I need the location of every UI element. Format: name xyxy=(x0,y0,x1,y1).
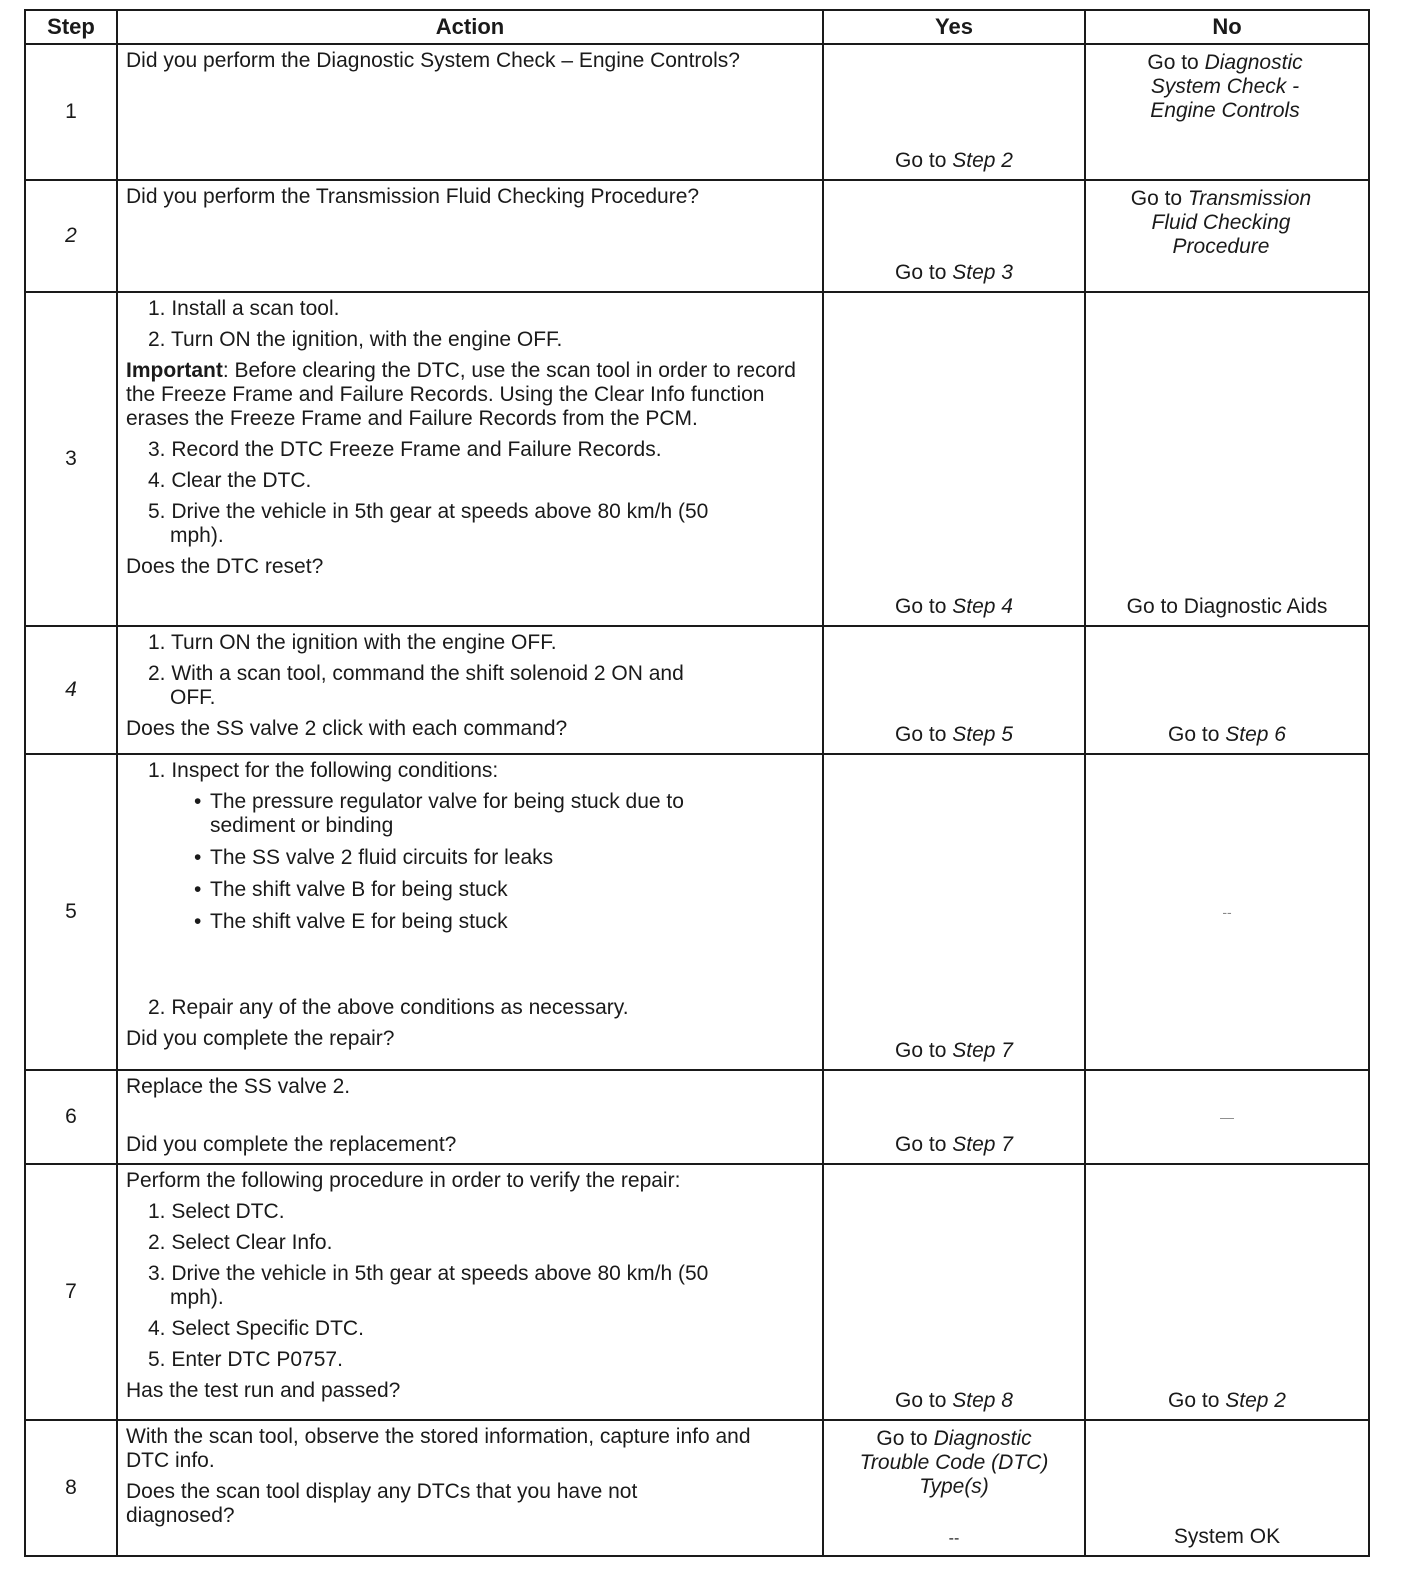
bullet-item: • The pressure regulator valve for being stuck due to sediment or binding xyxy=(188,790,812,838)
yes-cell xyxy=(823,1420,1085,1556)
list-item: 5. Enter DTC P0757. xyxy=(148,1348,343,1371)
no-cell xyxy=(1085,44,1369,180)
yes-cell xyxy=(823,180,1085,292)
bullet-item: • The shift valve E for being stuck xyxy=(188,910,812,934)
no-link[interactable]: Diagnostic System Check - Engine Controls xyxy=(1150,51,1303,122)
yes-link[interactable]: Step 3 xyxy=(952,261,1013,284)
yes-cell xyxy=(823,292,1085,626)
list-item: 4. Clear the DTC. xyxy=(148,469,312,492)
table-row xyxy=(25,754,1369,1070)
no-prefix: Go to xyxy=(1168,723,1226,746)
question: Has the test run and passed? xyxy=(126,1379,401,1402)
table-row xyxy=(25,1420,1369,1556)
step-number: 5 xyxy=(25,754,117,1070)
yes-prefix: Go to xyxy=(895,595,953,618)
yes-prefix: Go to xyxy=(895,1039,953,1062)
table-row xyxy=(25,180,1369,292)
yes-prefix: Go to xyxy=(895,1389,953,1412)
no-link[interactable]: Step 2 xyxy=(1225,1389,1286,1412)
action-line: With the scan tool, observe the stored information, capture info and DTC info. xyxy=(126,1425,751,1472)
yes-link[interactable]: Diagnostic Trouble Code (DTC) Type(s) xyxy=(859,1427,1049,1498)
important-note xyxy=(126,359,812,431)
action-cell xyxy=(117,292,823,626)
header-action: Action xyxy=(117,10,823,44)
step-number: 8 xyxy=(25,1420,117,1556)
yes-prefix: Go to xyxy=(895,261,953,284)
question: Did you complete the repair? xyxy=(126,1027,395,1050)
yes-link[interactable]: Step 4 xyxy=(952,595,1013,618)
yes-prefix: Go to xyxy=(876,1427,934,1450)
list-item: 1. Install a scan tool. xyxy=(148,297,340,320)
list-item: 2. Repair any of the above conditions as necessary. xyxy=(148,996,629,1019)
action-line: Replace the SS valve 2. xyxy=(126,1075,351,1098)
yes-link[interactable]: Step 2 xyxy=(952,149,1013,172)
no-dash: -- xyxy=(1222,903,1232,920)
no-cell xyxy=(1085,626,1369,754)
step-number: 7 xyxy=(25,1164,117,1420)
yes-link[interactable]: Step 7 xyxy=(952,1039,1013,1062)
step-number: 6 xyxy=(25,1070,117,1164)
question: Did you perform the Transmission Fluid Checking Procedure? xyxy=(126,185,700,208)
action-cell xyxy=(117,44,823,180)
action-cell xyxy=(117,626,823,754)
list-item: 2. Select Clear Info. xyxy=(148,1231,333,1254)
question: Does the DTC reset? xyxy=(126,555,324,578)
header-no: No xyxy=(1085,10,1369,44)
action-cell xyxy=(117,1164,823,1420)
no-link[interactable]: Step 6 xyxy=(1225,723,1286,746)
table-row xyxy=(25,44,1369,180)
action-intro: Perform the following procedure in order to verify the repair: xyxy=(126,1169,681,1192)
action-cell xyxy=(117,754,823,1070)
list-item: 1. Select DTC. xyxy=(148,1200,285,1223)
no-cell xyxy=(1085,1070,1369,1164)
header-step: Step xyxy=(25,10,117,44)
list-item: 3. Drive the vehicle in 5th gear at speeds above 80 km/h (50 mph). xyxy=(148,1262,709,1309)
table-row xyxy=(25,292,1369,626)
list-item: 3. Record the DTC Freeze Frame and Failure Records. xyxy=(148,438,662,461)
question: Did you complete the replacement? xyxy=(126,1133,457,1156)
question: Did you perform the Diagnostic System Check – Engine Controls? xyxy=(126,49,740,72)
no-dash: — xyxy=(1220,1108,1234,1125)
yes-prefix: Go to xyxy=(895,1133,953,1156)
bullet-item: • The shift valve B for being stuck xyxy=(188,878,812,902)
yes-link[interactable]: Step 7 xyxy=(952,1133,1013,1156)
important-label: Important xyxy=(126,359,223,382)
yes-cell xyxy=(823,1070,1085,1164)
no-cell: System OK xyxy=(1085,1420,1369,1556)
list-item: 5. Drive the vehicle in 5th gear at speeds above 80 km/h (50 mph). xyxy=(148,500,709,547)
diagnostic-table xyxy=(24,9,1370,1557)
step-number: 3 xyxy=(25,292,117,626)
list-item: 1. Turn ON the ignition with the engine OFF. xyxy=(148,631,557,654)
yes-prefix: Go to xyxy=(895,149,953,172)
table-row xyxy=(25,1164,1369,1420)
list-item: 2. Turn ON the ignition, with the engine OFF. xyxy=(148,328,563,351)
no-cell xyxy=(1085,754,1369,1070)
header-row xyxy=(25,10,1369,44)
list-item: 4. Select Specific DTC. xyxy=(148,1317,364,1340)
yes-cell xyxy=(823,44,1085,180)
yes-cell xyxy=(823,754,1085,1070)
yes-dash: -- xyxy=(948,1530,960,1547)
yes-cell xyxy=(823,626,1085,754)
step-number: 2 xyxy=(25,180,117,292)
list-item: 1. Inspect for the following conditions: xyxy=(148,759,499,782)
no-cell xyxy=(1085,180,1369,292)
no-link[interactable]: Transmission Fluid Checking Procedure xyxy=(1151,187,1312,258)
yes-link[interactable]: Step 8 xyxy=(952,1389,1013,1412)
important-text: : Before clearing the DTC, use the scan tool in order to record the Freeze Frame and Failure Records. Using the Clear Info function erases the Freeze Frame and Failure Records from the PCM. xyxy=(126,359,796,430)
action-cell xyxy=(117,1070,823,1164)
question: Does the SS valve 2 click with each command? xyxy=(126,717,568,740)
list-item: 2. With a scan tool, command the shift solenoid 2 ON and OFF. xyxy=(148,662,684,709)
yes-link[interactable]: Step 5 xyxy=(952,723,1013,746)
yes-cell xyxy=(823,1164,1085,1420)
bullet-item: • The SS valve 2 fluid circuits for leaks xyxy=(188,846,812,870)
question: Does the scan tool display any DTCs that you have not diagnosed? xyxy=(126,1480,638,1527)
header-yes: Yes xyxy=(823,10,1085,44)
no-cell[interactable]: Go to Diagnostic Aids xyxy=(1085,292,1369,626)
table-row xyxy=(25,1070,1369,1164)
step-number: 4 xyxy=(25,626,117,754)
yes-prefix: Go to xyxy=(895,723,953,746)
no-prefix: Go to xyxy=(1147,51,1205,74)
action-cell xyxy=(117,180,823,292)
table-row xyxy=(25,626,1369,754)
step-number: 1 xyxy=(25,44,117,180)
no-prefix: Go to xyxy=(1130,187,1188,210)
no-cell xyxy=(1085,1164,1369,1420)
action-cell xyxy=(117,1420,823,1556)
no-prefix: Go to xyxy=(1168,1389,1226,1412)
